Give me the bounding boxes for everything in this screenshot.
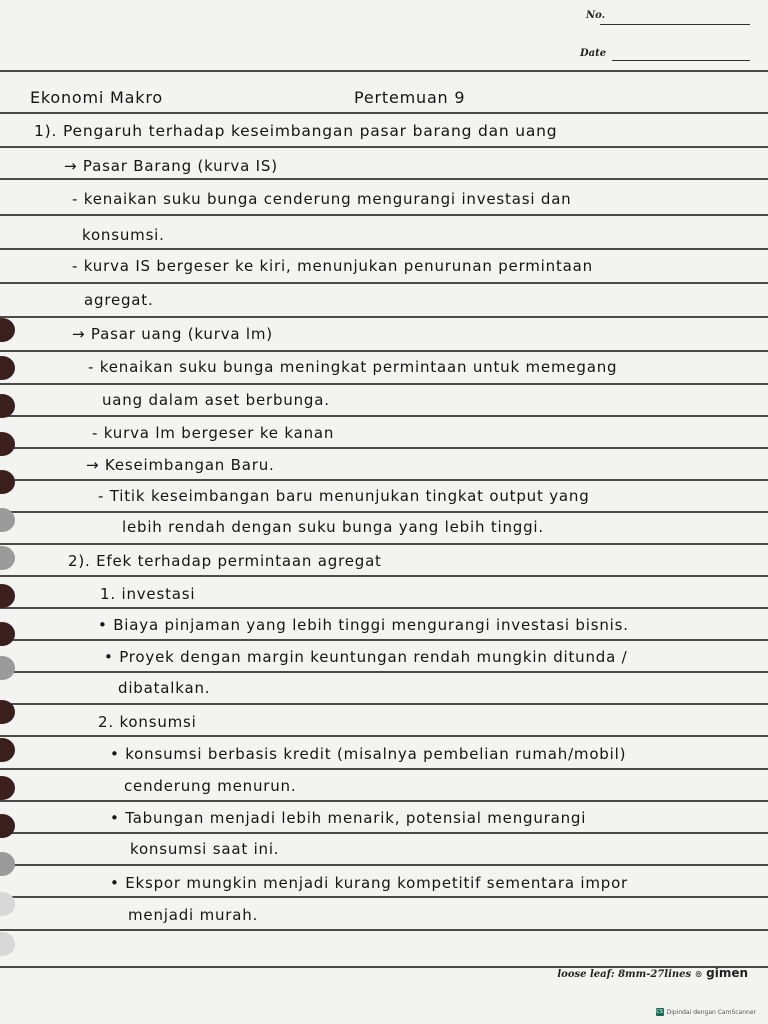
note-line: dibatalkan. bbox=[118, 679, 211, 697]
ruled-line bbox=[0, 800, 768, 802]
ruled-line bbox=[0, 735, 768, 737]
binder-hole bbox=[0, 932, 15, 956]
ruled-line bbox=[0, 929, 768, 931]
note-line: konsumsi saat ini. bbox=[130, 840, 280, 858]
ruled-line bbox=[0, 350, 768, 352]
ruled-line bbox=[0, 248, 768, 250]
binder-hole bbox=[0, 814, 15, 838]
note-line: • Tabungan menjadi lebih menarik, potensial mengurangi bbox=[110, 809, 587, 827]
scanner-text: Dipindai dengan CamScanner bbox=[666, 1008, 756, 1016]
ruled-line bbox=[0, 479, 768, 481]
ruled-line bbox=[0, 214, 768, 216]
date-label: Date bbox=[580, 48, 607, 59]
ruled-line bbox=[0, 703, 768, 705]
ruled-line bbox=[0, 383, 768, 385]
ruled-line bbox=[0, 447, 768, 449]
title-session: Pertemuan 9 bbox=[354, 88, 466, 107]
ruled-line bbox=[0, 316, 768, 318]
ruled-line bbox=[0, 864, 768, 866]
binder-hole bbox=[0, 584, 15, 608]
ruled-line bbox=[0, 146, 768, 148]
note-line: uang dalam aset berbunga. bbox=[102, 391, 330, 409]
note-line: • Proyek dengan margin keuntungan rendah mungkin ditunda / bbox=[104, 648, 628, 666]
note-line: • Ekspor mungkin menjadi kurang kompetitif sementara impor bbox=[110, 874, 629, 892]
note-line: - kenaikan suku bunga meningkat permintaan untuk memegang bbox=[88, 358, 618, 376]
ruled-line bbox=[0, 70, 768, 72]
note-line: → Pasar Barang (kurva IS) bbox=[64, 157, 278, 175]
ruled-line bbox=[0, 112, 768, 114]
camscanner-icon: CS bbox=[656, 1009, 663, 1015]
ruled-line bbox=[0, 511, 768, 513]
note-line: • Biaya pinjaman yang lebih tinggi mengurangi investasi bisnis. bbox=[98, 616, 629, 634]
ruled-line bbox=[0, 768, 768, 770]
binder-hole bbox=[0, 470, 15, 494]
note-line: menjadi murah. bbox=[128, 906, 259, 924]
binder-hole bbox=[0, 738, 15, 762]
binder-hole bbox=[0, 622, 15, 646]
title-subject: Ekonomi Makro bbox=[30, 88, 163, 107]
note-line: - kenaikan suku bunga cenderung mengurangi investasi dan bbox=[72, 190, 572, 208]
note-line: agregat. bbox=[84, 291, 154, 309]
binder-hole bbox=[0, 546, 15, 570]
ruled-line bbox=[0, 832, 768, 834]
ruled-line bbox=[0, 543, 768, 545]
note-line: cenderung menurun. bbox=[124, 777, 297, 795]
note-line: - Titik keseimbangan baru menunjukan tingkat output yang bbox=[98, 487, 590, 505]
ruled-line bbox=[0, 639, 768, 641]
brand-name: gimen bbox=[706, 966, 748, 980]
no-underline bbox=[600, 24, 750, 25]
paper-spec-footer bbox=[557, 966, 748, 980]
scanner-watermark bbox=[656, 1008, 756, 1016]
note-line: - kurva IS bergeser ke kiri, menunjukan penurunan permintaan bbox=[72, 257, 593, 275]
ruled-line bbox=[0, 575, 768, 577]
no-label: No. bbox=[586, 10, 606, 21]
binder-hole bbox=[0, 432, 15, 456]
note-line: • konsumsi berbasis kredit (misalnya pembelian rumah/mobil) bbox=[110, 745, 627, 763]
note-line: 1. investasi bbox=[100, 585, 196, 603]
ruled-line bbox=[0, 671, 768, 673]
binder-hole bbox=[0, 318, 15, 342]
ruled-line bbox=[0, 178, 768, 180]
binder-hole bbox=[0, 656, 15, 680]
ruled-line bbox=[0, 607, 768, 609]
ruled-line bbox=[0, 282, 768, 284]
note-line: → Pasar uang (kurva lm) bbox=[72, 325, 273, 343]
note-line: 2. konsumsi bbox=[98, 713, 197, 731]
ruled-line bbox=[0, 415, 768, 417]
binder-hole bbox=[0, 852, 15, 876]
binder-hole bbox=[0, 356, 15, 380]
binder-hole bbox=[0, 776, 15, 800]
note-line: konsumsi. bbox=[82, 226, 165, 244]
note-line: - kurva lm bergeser ke kanan bbox=[92, 424, 335, 442]
date-underline bbox=[612, 60, 750, 61]
note-line: 2). Efek terhadap permintaan agregat bbox=[68, 552, 382, 570]
ruled-line bbox=[0, 896, 768, 898]
trademark-mark: ® bbox=[694, 969, 703, 979]
note-line: 1). Pengaruh terhadap keseimbangan pasar barang dan uang bbox=[34, 122, 558, 140]
paper-spec: loose leaf: 8mm-27lines bbox=[557, 969, 692, 980]
note-line: → Keseimbangan Baru. bbox=[86, 456, 275, 474]
note-line: lebih rendah dengan suku bunga yang lebih tinggi. bbox=[122, 518, 544, 536]
